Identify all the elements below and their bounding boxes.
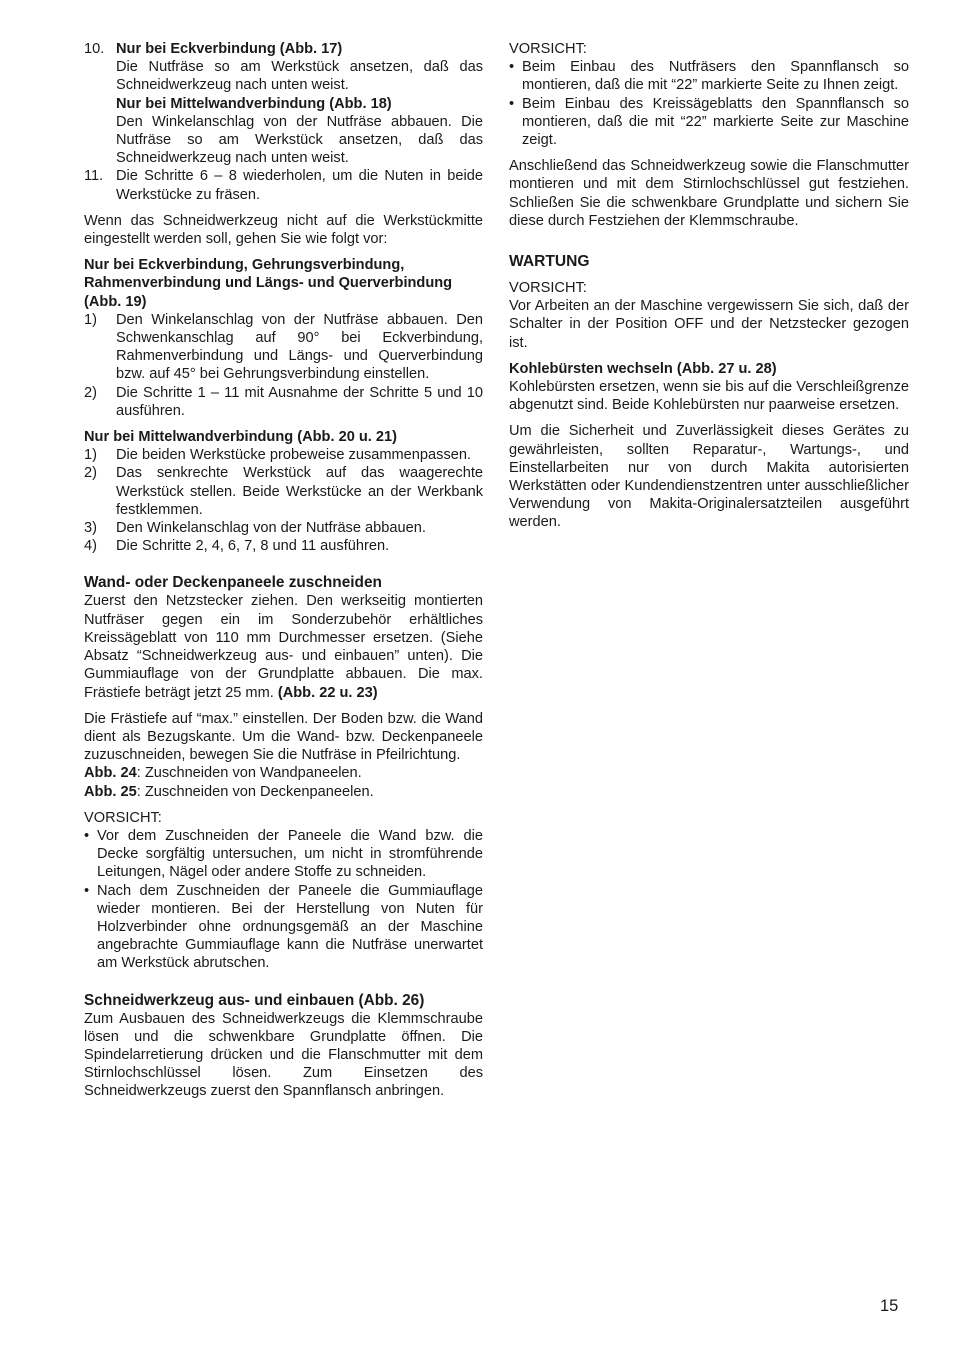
- step-number: 3): [84, 520, 97, 537]
- caution-list: [84, 827, 483, 973]
- step-text: Den Winkelanschlag von der Nutfräse abbauen. Den Schwenkanschlag auf 90° bei Eckverbindung, Rahmenverbindung und Längs- und Querverbindung bzw. auf 45° bei Gehrungsverbindung einstellen.: [116, 311, 483, 383]
- maintenance-caution-text: Vor Arbeiten an der Maschine vergewissern Sie sich, daß der Schalter in der Position OFF und der Netzstecker gezogen ist.: [509, 298, 909, 351]
- list-item: [84, 384, 483, 420]
- mount-paragraph: Anschließend das Schneidwerkzeug sowie die Flanschmutter montieren und mit dem Stirnlochschlüssel gut festziehen. Schließen Sie die schwenkbare Grundplatte und sichern Sie diese durch Festziehen der Klemmschraube.: [509, 158, 909, 229]
- list-item: • Beim Einbau des Kreissägeblatts den Spannflansch so montieren, daß die mit “22” markierte Seite zur Maschine zeigt.: [509, 95, 909, 150]
- step-number: 4): [84, 538, 97, 555]
- caution-list: [509, 58, 909, 149]
- panels-paragraph-2: Die Frästiefe auf “max.” einstellen. Der Boden bzw. die Wand dient als Bezugskante. Um die Wand- bzw. Deckenpaneele zuzuschneiden, bewegen Sie die Nutfräse in Pfeilrichtung.: [84, 710, 483, 764]
- figure-25-caption: [84, 783, 483, 801]
- steps-list-continued: [84, 40, 483, 204]
- middle-wall-heading: Nur bei Mittelwandverbindung (Abb. 20 u. 21): [84, 429, 397, 446]
- step-10: [84, 40, 483, 167]
- tool-change-paragraph: Zum Ausbauen des Schneidwerkzeugs die Klemmschraube lösen und die schwenkbare Grundplatte öffnen. Die Spindelarretierung drücken und die Flanschmutter mit dem Stirnlochschlüssel lösen. Zum Einsetzen des Schneidwerkzeugs zuerst den Spannflansch anbringen.: [84, 1010, 483, 1100]
- right-column: [509, 40, 909, 540]
- carbon-brushes-paragraph-2: Um die Sicherheit und Zuverlässigkeit dieses Gerätes zu gewährleisten, sollten Reparatur-, Wartungs-, und Einstellarbeiten nur von durch Makita autorisierten Werkstätten oder Kundendienstzentren unter ausschließlicher Verwendung von Makita-Originalersatzteilen ausgeführt werden.: [509, 423, 909, 531]
- carbon-brushes-paragraph-1: Kohlebürsten ersetzen, wenn sie bis auf die Verschleißgrenze abgenutzt sind. Beide Kohlebürsten nur paarweise ersetzen.: [509, 379, 909, 414]
- list-item: [84, 446, 483, 464]
- list-item: • Beim Einbau des Nutfräsers den Spannflansch so montieren, daß die mit “22” markierte Seite zu Ihnen zeigt.: [509, 58, 909, 94]
- step-number: 11.: [84, 168, 104, 185]
- left-column: [84, 40, 483, 1109]
- step-number: 10.: [84, 41, 105, 57]
- step-number: 2): [84, 384, 97, 401]
- corner-joint-steps: [84, 311, 483, 420]
- step-11: [84, 167, 483, 203]
- figure-24-caption: [84, 764, 483, 782]
- list-item: • Nach dem Zuschneiden der Paneele die Gummiauflage wieder montieren. Bei der Herstellung von Nuten für Holzverbinder ohne ordnungsgemäß an der Maschine angebrachte Gummiauflage kann die Nutfräse unerwartet am Werkstück abrutschen.: [84, 882, 483, 973]
- panels-text: Zuerst den Netzstecker ziehen. Den werkseitig montierten Nutfräser gegen ein im Sonderzubehör erhältliches Kreissägeblatt von 110 mm Durchmesser ersetzen. (Siehe Absatz “Schneidwerkzeug aus- und einbauen” unten). Die Gummiauflage von der Grundplatte abbauen. Die max. Frästiefe beträgt jetzt 25 mm.: [84, 593, 483, 701]
- list-item: [84, 519, 483, 537]
- carbon-brushes-heading: Kohlebürsten wechseln (Abb. 27 u. 28): [509, 360, 777, 377]
- step-number: 1): [84, 311, 97, 328]
- step-text: Die Schritte 6 – 8 wiederholen, um die Nuten in beide Werkstücke zu fräsen.: [116, 168, 483, 203]
- step-number: 2): [84, 465, 97, 482]
- list-item: [84, 464, 483, 519]
- caution-label: VORSICHT:: [509, 41, 587, 57]
- corner-joint-heading: Nur bei Eckverbindung, Gehrungsverbindung, Rahmenverbindung und Längs- und Querverbindung (Abb. 19): [84, 257, 453, 310]
- list-item: • Vor dem Zuschneiden der Paneele die Wand bzw. die Decke sorgfältig untersuchen, um nicht in stromführende Leitungen, Nägel oder andere Stoffe zu schneiden.: [84, 827, 483, 882]
- figure-text: : Zuschneiden von Wandpaneelen.: [136, 765, 362, 782]
- tool-change-heading: Schneidwerkzeug aus- und einbauen (Abb. 26): [84, 991, 425, 1009]
- list-item: [84, 311, 483, 384]
- maintenance-heading: WARTUNG: [509, 253, 590, 271]
- step-text: Die Schritte 1 – 11 mit Ausnahme der Schritte 5 und 10 ausführen.: [116, 384, 483, 419]
- panels-heading: Wand- oder Deckenpaneele zuschneiden: [84, 574, 382, 592]
- panels-paragraph-1: [84, 592, 483, 701]
- caution-label: VORSICHT:: [509, 280, 587, 297]
- step-text: Die Schritte 2, 4, 6, 7, 8 und 11 ausführen.: [116, 538, 390, 555]
- figure-text: : Zuschneiden von Deckenpaneelen.: [136, 783, 374, 800]
- figure-label: Abb. 25: [84, 783, 137, 800]
- step-number: 1): [84, 447, 97, 464]
- step-text: Die beiden Werkstücke probeweise zusammenpassen.: [116, 447, 472, 464]
- middle-wall-steps: [84, 446, 483, 555]
- step-subheading: Nur bei Eckverbindung (Abb. 17): [116, 41, 343, 57]
- step-text: Die Nutfräse so am Werkstück ansetzen, daß das Schneidwerkzeug nach unten weist.: [116, 59, 483, 94]
- figure-label: Abb. 24: [84, 765, 137, 782]
- list-item: [84, 537, 483, 555]
- caution-label: VORSICHT:: [84, 809, 162, 826]
- page-number: 15: [880, 1297, 899, 1315]
- off-center-intro: Wenn das Schneidwerkzeug nicht auf die Werkstückmitte eingestellt werden soll, gehen Sie wie folgt vor:: [84, 212, 483, 248]
- step-text: Den Winkelanschlag von der Nutfräse abbauen. Die Nutfräse so am Werkstück ansetzen, daß das Schneidwerkzeug nach unten weist.: [116, 113, 483, 167]
- step-text: Den Winkelanschlag von der Nutfräse abbauen.: [116, 520, 426, 537]
- step-subheading: Nur bei Mittelwandverbindung (Abb. 18): [116, 95, 392, 112]
- figure-reference: (Abb. 22 u. 23): [277, 684, 378, 701]
- step-text: Das senkrechte Werkstück auf das waagerechte Werkstück stellen. Beide Werkstücke an der Werkbank festklemmen.: [116, 465, 483, 518]
